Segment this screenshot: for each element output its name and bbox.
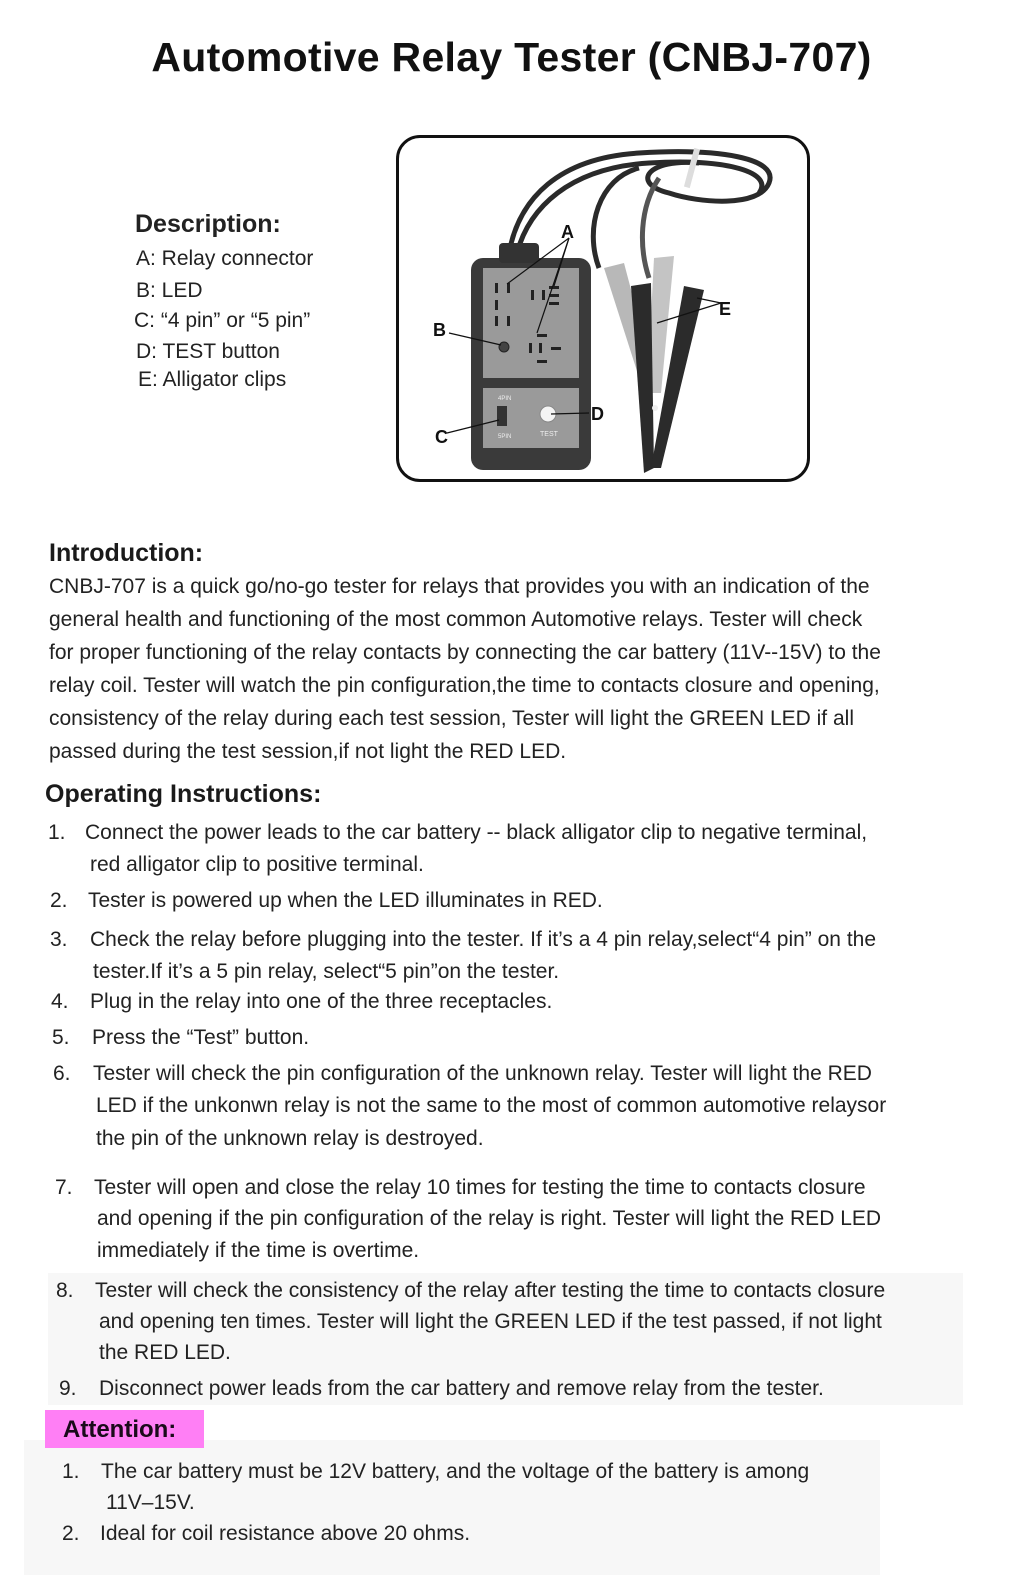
step-4-number: 4. bbox=[51, 990, 69, 1013]
step-8-line-3: the RED LED. bbox=[99, 1341, 231, 1364]
product-figure bbox=[396, 135, 810, 482]
step-1-line-2: red alligator clip to positive terminal. bbox=[90, 853, 424, 876]
step-8-number: 8. bbox=[56, 1279, 74, 1302]
switch-bottom-label: 5PIN bbox=[498, 434, 512, 440]
intro-line: general health and functioning of the most common Automotive relays. Tester will check bbox=[49, 608, 863, 631]
intro-line: consistency of the relay during each test session, Tester will light the GREEN LED if all bbox=[49, 707, 854, 730]
attention-heading: Attention: bbox=[45, 1410, 204, 1448]
description-item-a: A: Relay connector bbox=[136, 247, 314, 270]
step-3-number: 3. bbox=[50, 928, 68, 951]
callout-c: C bbox=[435, 427, 448, 447]
step-7-number: 7. bbox=[55, 1176, 73, 1199]
step-5-line-1: Press the “Test” button. bbox=[92, 1026, 310, 1049]
step-3-line-1: Check the relay before plugging into the tester. If it’s a 4 pin relay,select“4 pin” on the bbox=[90, 928, 877, 951]
attention-1-line-1: The car battery must be 12V battery, and the voltage of the battery is among bbox=[101, 1460, 810, 1483]
step-2-number: 2. bbox=[50, 889, 68, 912]
test-button-label: TEST bbox=[540, 431, 558, 438]
relay-tester-illustration bbox=[399, 138, 810, 482]
step-6-line-3: the pin of the unknown relay is destroyed. bbox=[96, 1127, 484, 1150]
operating-heading: Operating Instructions: bbox=[45, 780, 322, 808]
intro-line: CNBJ-707 is a quick go/no-go tester for relays that provides you with an indication of the bbox=[49, 575, 870, 598]
step-5-number: 5. bbox=[52, 1026, 70, 1049]
step-8-line-2: and opening ten times. Tester will light the GREEN LED if the test passed, if not light bbox=[99, 1310, 882, 1333]
callout-d: D bbox=[591, 404, 604, 424]
step-6-line-1: Tester will check the pin configuration of the unknown relay. Tester will light the RED bbox=[93, 1062, 872, 1085]
callout-e: E bbox=[719, 299, 732, 319]
intro-line: passed during the test session,if not light the RED LED. bbox=[49, 740, 567, 763]
step-7-line-1: Tester will open and close the relay 10 times for testing the time to contacts closure bbox=[94, 1176, 866, 1199]
step-6-line-2: LED if the unkonwn relay is not the same to the most of common automotive relaysor bbox=[96, 1094, 887, 1117]
intro-line: relay coil. Tester will watch the pin configuration,the time to contacts closure and opening, bbox=[49, 674, 880, 697]
step-7-line-3: immediately if the time is overtime. bbox=[97, 1239, 420, 1262]
step-9-line-1: Disconnect power leads from the car battery and remove relay from the tester. bbox=[99, 1377, 824, 1400]
attention-2-number: 2. bbox=[62, 1522, 80, 1545]
switch-top-label: 4PIN bbox=[498, 396, 512, 402]
attention-1-number: 1. bbox=[62, 1460, 80, 1483]
introduction-heading: Introduction: bbox=[49, 539, 204, 567]
introduction-text bbox=[49, 570, 979, 768]
page-title: Automotive Relay Tester (CNBJ-707) bbox=[151, 34, 872, 80]
step-1-line-1: Connect the power leads to the car battery -- black alligator clip to negative terminal, bbox=[85, 821, 868, 844]
step-4-line-1: Plug in the relay into one of the three receptacles. bbox=[90, 990, 553, 1013]
description-item-e: E: Alligator clips bbox=[138, 368, 287, 391]
led-icon bbox=[499, 342, 509, 352]
description-item-c: C: “4 pin” or “5 pin” bbox=[134, 309, 311, 332]
callout-a: A bbox=[561, 222, 574, 242]
step-6-number: 6. bbox=[53, 1062, 71, 1085]
step-3-line-2: tester.If it’s a 5 pin relay, select“5 pin”on the tester. bbox=[93, 960, 560, 983]
step-number: 1. bbox=[48, 821, 66, 844]
step-8-line-1: Tester will check the consistency of the relay after testing the time to contacts closure bbox=[95, 1279, 886, 1302]
step-7-line-2: and opening if the pin configuration of the relay is right. Tester will light the RED LED bbox=[97, 1207, 882, 1230]
attention-1-line-2: 11V–15V. bbox=[106, 1491, 195, 1514]
step-1 bbox=[48, 821, 66, 845]
pin-switch bbox=[497, 406, 507, 426]
step-9-number: 9. bbox=[59, 1377, 77, 1400]
attention-2-line-1: Ideal for coil resistance above 20 ohms. bbox=[100, 1522, 471, 1545]
description-heading: Description: bbox=[135, 210, 281, 238]
intro-line: for proper functioning of the relay contacts by connecting the car battery (11V--15V) to the bbox=[49, 641, 881, 664]
description-item-b: B: LED bbox=[136, 279, 203, 302]
description-item-d: D: TEST button bbox=[136, 340, 280, 363]
step-2-line-1: Tester is powered up when the LED illuminates in RED. bbox=[88, 889, 603, 912]
callout-b: B bbox=[433, 320, 446, 340]
alligator-clips-icon bbox=[604, 256, 704, 473]
